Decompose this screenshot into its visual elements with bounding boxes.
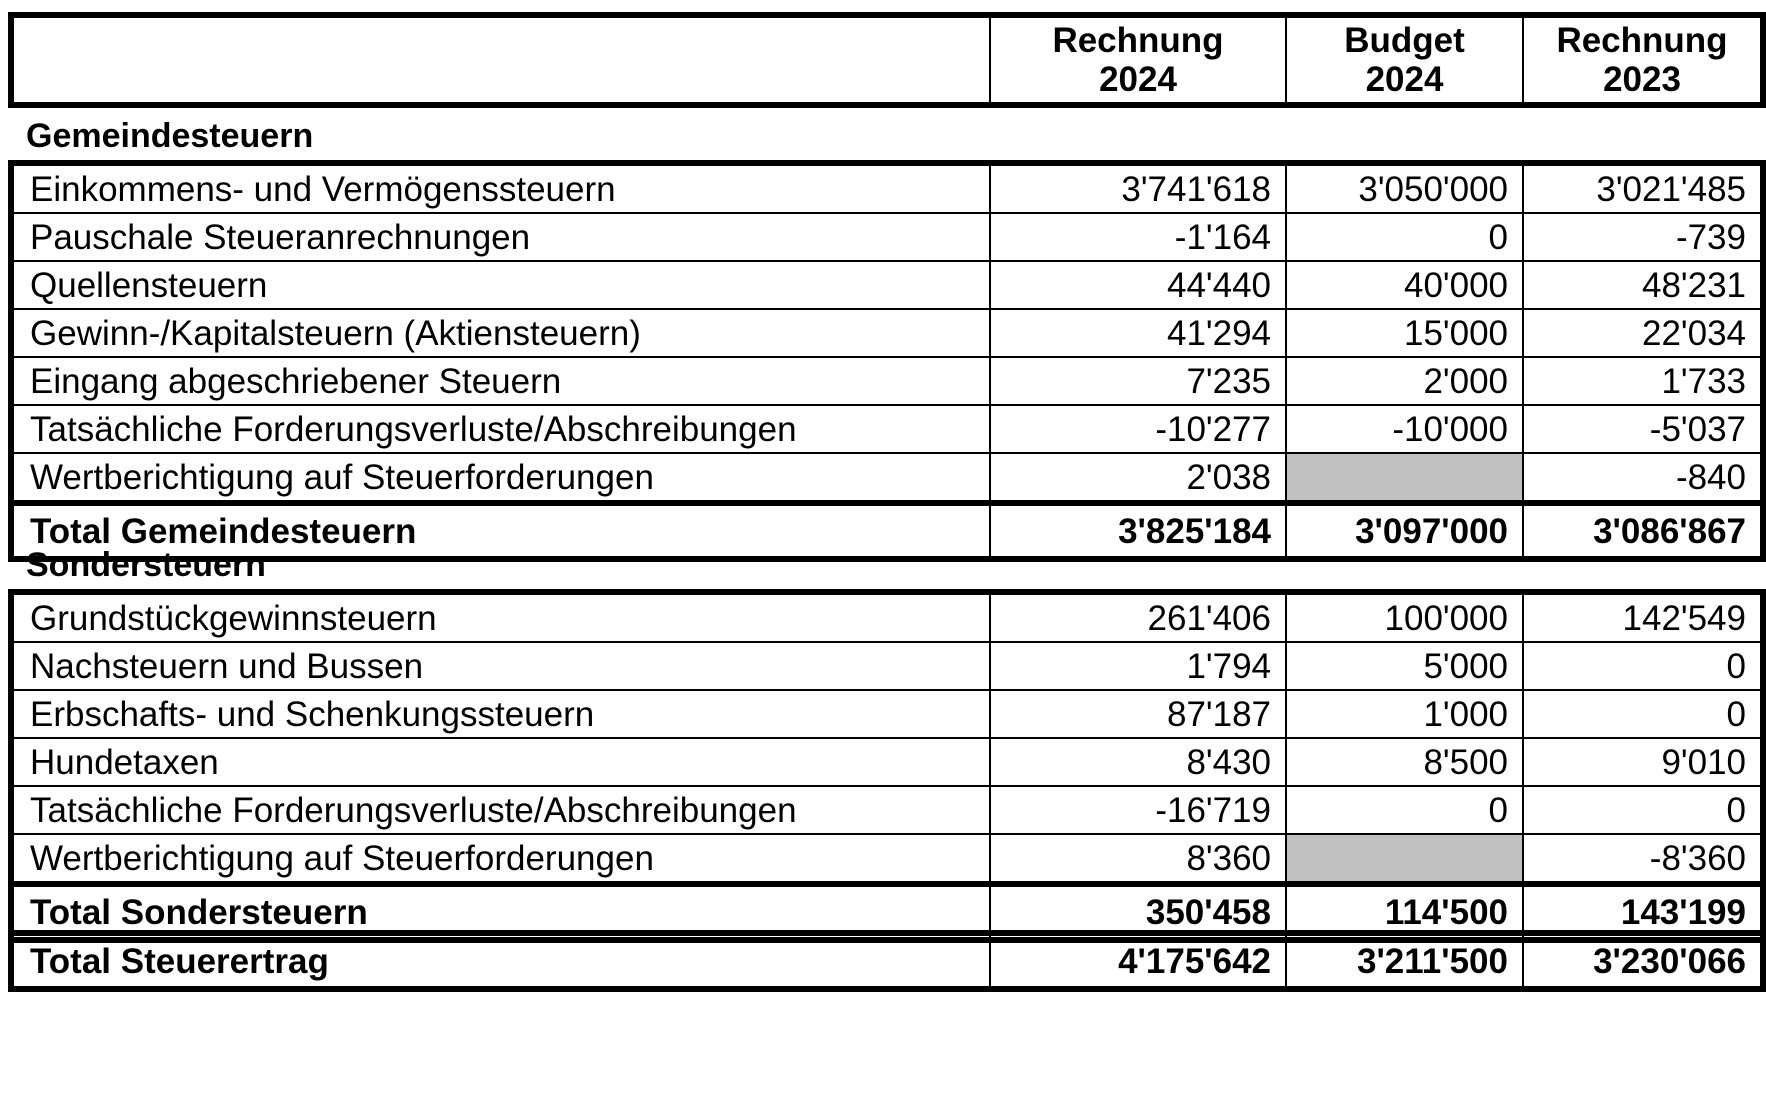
value-rechnung-2023: 0 — [1523, 690, 1763, 738]
value-budget-2024: 0 — [1286, 786, 1523, 834]
value-rechnung-2024: -16'719 — [990, 786, 1286, 834]
value-rechnung-2023: -840 — [1523, 453, 1763, 503]
table-row — [11, 309, 1763, 357]
value-rechnung-2024: 87'187 — [990, 690, 1286, 738]
empty-shaded-cell — [1286, 453, 1523, 503]
row-label: Eingang abgeschriebener Steuern — [11, 357, 990, 405]
value-rechnung-2024: 3'741'618 — [990, 163, 1286, 213]
row-label: Erbschafts- und Schenkungssteuern — [11, 690, 990, 738]
value-rechnung-2024: -1'164 — [990, 213, 1286, 261]
value-budget-2024: 40'000 — [1286, 261, 1523, 309]
row-label: Wertberichtigung auf Steuerforderungen — [11, 453, 990, 503]
value-rechnung-2024: 8'430 — [990, 738, 1286, 786]
row-label: Nachsteuern und Bussen — [11, 642, 990, 690]
value-rechnung-2023: 48'231 — [1523, 261, 1763, 309]
value-rechnung-2023: -5'037 — [1523, 405, 1763, 453]
row-label: Gewinn-/Kapitalsteuern (Aktiensteuern) — [11, 309, 990, 357]
table-row — [11, 357, 1763, 405]
value-budget-2024: 5'000 — [1286, 642, 1523, 690]
value-rechnung-2024: -10'277 — [990, 405, 1286, 453]
row-label: Einkommens- und Vermögenssteuern — [11, 163, 990, 213]
grand-total-table — [8, 930, 1766, 992]
value-rechnung-2023: -739 — [1523, 213, 1763, 261]
table-row — [11, 213, 1763, 261]
value-budget-2024: 2'000 — [1286, 357, 1523, 405]
table-row — [11, 163, 1763, 213]
grand-total-label: Total Steuerertrag — [11, 933, 990, 989]
value-rechnung-2023: -8'360 — [1523, 834, 1763, 884]
table-row — [11, 261, 1763, 309]
total-rechnung-2024: 350'458 — [990, 884, 1286, 940]
value-budget-2024: 3'050'000 — [1286, 163, 1523, 213]
value-rechnung-2024: 2'038 — [990, 453, 1286, 503]
value-rechnung-2023: 0 — [1523, 786, 1763, 834]
grand-total-row — [11, 933, 1763, 989]
row-label: Tatsächliche Forderungsverluste/Abschreibungen — [11, 405, 990, 453]
table-row — [11, 453, 1763, 503]
gemeindesteuern-table — [8, 160, 1766, 562]
total-label: Total Gemeindesteuern — [11, 503, 990, 559]
table-row — [11, 738, 1763, 786]
table-row — [11, 690, 1763, 738]
total-row — [11, 503, 1763, 559]
total-label: Total Sondersteuern — [11, 884, 990, 940]
total-rechnung-2024: 3'825'184 — [990, 503, 1286, 559]
table-row — [11, 592, 1763, 642]
value-rechnung-2023: 1'733 — [1523, 357, 1763, 405]
sondersteuern-table — [8, 589, 1766, 943]
value-budget-2024: 15'000 — [1286, 309, 1523, 357]
table-row — [11, 405, 1763, 453]
header-col-rechnung-2023: Rechnung 2023 — [1523, 15, 1763, 105]
table-row — [11, 834, 1763, 884]
value-rechnung-2023: 22'034 — [1523, 309, 1763, 357]
value-rechnung-2023: 9'010 — [1523, 738, 1763, 786]
header-col-budget-2024: Budget 2024 — [1286, 15, 1523, 105]
value-rechnung-2024: 7'235 — [990, 357, 1286, 405]
row-label: Tatsächliche Forderungsverluste/Abschreibungen — [11, 786, 990, 834]
row-label: Hundetaxen — [11, 738, 990, 786]
value-budget-2024: 1'000 — [1286, 690, 1523, 738]
value-rechnung-2024: 1'794 — [990, 642, 1286, 690]
total-budget-2024: 114'500 — [1286, 884, 1523, 940]
row-label: Wertberichtigung auf Steuerforderungen — [11, 834, 990, 884]
table-row — [11, 642, 1763, 690]
header-col-rechnung-2024: Rechnung 2024 — [990, 15, 1286, 105]
header-empty-cell — [11, 15, 990, 105]
value-rechnung-2024: 261'406 — [990, 592, 1286, 642]
total-rechnung-2023: 3'086'867 — [1523, 503, 1763, 559]
total-budget-2024: 3'097'000 — [1286, 503, 1523, 559]
total-rechnung-2023: 143'199 — [1523, 884, 1763, 940]
header-table — [8, 12, 1766, 108]
value-budget-2024: -10'000 — [1286, 405, 1523, 453]
empty-shaded-cell — [1286, 834, 1523, 884]
grand-total-rechnung-2024: 4'175'642 — [990, 933, 1286, 989]
row-label: Quellensteuern — [11, 261, 990, 309]
value-rechnung-2024: 41'294 — [990, 309, 1286, 357]
row-label: Grundstückgewinnsteuern — [11, 592, 990, 642]
section-title-sondersteuern: Sondersteuern — [26, 546, 266, 584]
grand-total-budget-2024: 3'211'500 — [1286, 933, 1523, 989]
value-rechnung-2024: 8'360 — [990, 834, 1286, 884]
value-rechnung-2023: 3'021'485 — [1523, 163, 1763, 213]
value-budget-2024: 0 — [1286, 213, 1523, 261]
value-rechnung-2023: 0 — [1523, 642, 1763, 690]
header-row — [11, 15, 1763, 105]
section-title-gemeindesteuern: Gemeindesteuern — [26, 117, 314, 155]
table-row — [11, 786, 1763, 834]
value-rechnung-2023: 142'549 — [1523, 592, 1763, 642]
value-budget-2024: 8'500 — [1286, 738, 1523, 786]
value-budget-2024: 100'000 — [1286, 592, 1523, 642]
value-rechnung-2024: 44'440 — [990, 261, 1286, 309]
row-label: Pauschale Steueranrechnungen — [11, 213, 990, 261]
grand-total-rechnung-2023: 3'230'066 — [1523, 933, 1763, 989]
